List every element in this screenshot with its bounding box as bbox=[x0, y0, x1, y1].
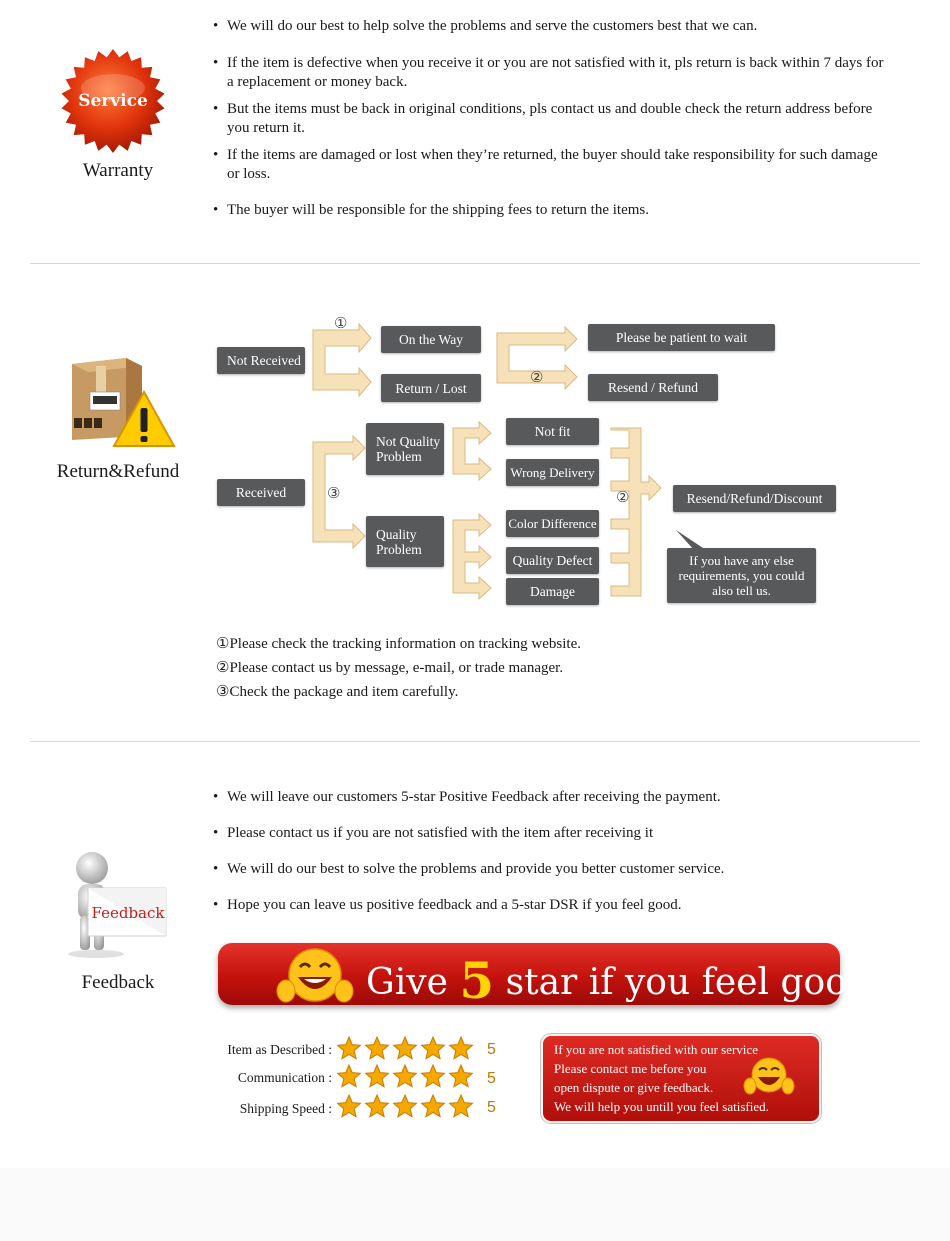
laughing-emoji-icon bbox=[276, 945, 354, 1009]
note-line: ③Check the package and item carefully. bbox=[216, 684, 459, 700]
person-holding-sign-icon bbox=[66, 850, 172, 960]
else-requirements-bubble: If you have any else requirements, you could also tell us. bbox=[667, 548, 816, 603]
step-marker-1: ① bbox=[334, 316, 348, 332]
star-icon bbox=[366, 1037, 389, 1059]
service-badge-text: Service bbox=[78, 91, 148, 111]
star-icon bbox=[338, 1037, 361, 1059]
note-line: ①Please check the tracking information on tracking website. bbox=[216, 636, 581, 652]
on-the-way-box: On the Way bbox=[381, 326, 481, 353]
please-wait-box: Please be patient to wait bbox=[588, 324, 775, 351]
resend-refund-box: Resend / Refund bbox=[588, 374, 718, 401]
banner-text bbox=[366, 947, 885, 1010]
star-icon bbox=[338, 1095, 361, 1117]
rating-label-item: Item as Described : bbox=[227, 1042, 332, 1057]
star-icon bbox=[450, 1065, 473, 1087]
resend-refund-discount-box: Resend/Refund/Discount bbox=[673, 485, 836, 512]
not-received-box: Not Received bbox=[217, 347, 305, 374]
feedback-bullet: • Hope you can leave us positive feedback and a 5-star DSR if you feel good. bbox=[213, 896, 927, 915]
arrow-not-received bbox=[313, 324, 371, 396]
rating-value-shipping: 5 bbox=[487, 1099, 496, 1116]
return-refund-label: Return&Refund bbox=[56, 461, 180, 482]
warranty-bullet: • But the items must be back in original conditions, pls contact us and double check the return address before you return it. bbox=[213, 100, 887, 138]
not-fit-box: Not fit bbox=[506, 418, 599, 445]
not-quality-problem-box: Not Quality Problem bbox=[366, 423, 444, 475]
star-icon bbox=[394, 1037, 417, 1059]
rating-label-shipping: Shipping Speed : bbox=[239, 1101, 332, 1116]
arrow-quality bbox=[453, 514, 491, 599]
quality-problem-box: Quality Problem bbox=[366, 516, 444, 567]
received-box: Received bbox=[217, 479, 305, 506]
rating-value-communication: 5 bbox=[487, 1070, 496, 1087]
star-icon bbox=[422, 1037, 445, 1059]
bracket-converge bbox=[611, 428, 661, 596]
section-divider bbox=[30, 741, 920, 742]
feedback-label: Feedback bbox=[81, 972, 155, 993]
step-marker-2b: ② bbox=[616, 490, 630, 506]
quality-defect-box: Quality Defect bbox=[506, 547, 599, 574]
star-icon bbox=[338, 1065, 361, 1087]
star-icon bbox=[394, 1095, 417, 1117]
notice-line: We will help you untill you feel satisfied. bbox=[554, 1099, 769, 1114]
tracking-notes bbox=[216, 632, 581, 704]
arrow-not-quality bbox=[453, 422, 491, 480]
step-marker-3: ③ bbox=[327, 486, 341, 502]
note-line: ②Please contact us by message, e-mail, or trade manager. bbox=[216, 660, 564, 676]
rating-stars-shipping bbox=[337, 1094, 477, 1125]
star-icon bbox=[366, 1095, 389, 1117]
footer-band bbox=[0, 1168, 950, 1241]
rating-stars-item bbox=[337, 1036, 477, 1067]
warranty-label: Warranty bbox=[82, 160, 154, 181]
return-lost-box: Return / Lost bbox=[381, 374, 481, 402]
star-icon bbox=[450, 1095, 473, 1117]
feedback-sign-text: Feedback bbox=[91, 904, 165, 922]
rating-stars-communication bbox=[337, 1064, 477, 1095]
feedback-bullet: • We will leave our customers 5-star Positive Feedback after receiving the payment. bbox=[213, 788, 927, 807]
notice-line: open dispute or give feedback. bbox=[554, 1080, 714, 1095]
feedback-bullet: • Please contact us if you are not satisfied with the item after receiving it bbox=[213, 824, 927, 843]
star-icon bbox=[422, 1065, 445, 1087]
feedback-figure-illustration bbox=[66, 850, 172, 960]
notice-line: Please contact me before you bbox=[554, 1061, 707, 1076]
feedback-bullet: • We will do our best to solve the problems and provide you better customer service. bbox=[213, 860, 927, 879]
banner-five: 5 bbox=[459, 951, 495, 1010]
banner-give: Give bbox=[366, 962, 448, 1003]
rating-label-communication: Communication : bbox=[237, 1070, 332, 1085]
notice-line: If you are not satisfied with our service bbox=[554, 1042, 758, 1057]
warranty-bullet: • The buyer will be responsible for the shipping fees to return the items. bbox=[213, 201, 887, 220]
give-5-star-banner bbox=[218, 943, 885, 1010]
warranty-bullet: • If the item is defective when you receive it or you are not satisfied with it, pls return is back within 7 days for a replacement or money back. bbox=[213, 54, 887, 92]
color-difference-box: Color Difference bbox=[506, 510, 599, 537]
star-icon bbox=[394, 1065, 417, 1087]
damage-box: Damage bbox=[506, 578, 599, 605]
warranty-bullet: • If the items are damaged or lost when they’re returned, the buyer should take responsibility for such damage or loss. bbox=[213, 146, 887, 184]
warranty-bullet: • We will do our best to help solve the problems and serve the customers best that we can. bbox=[213, 17, 887, 36]
flow-arrows bbox=[0, 0, 950, 620]
smiling-emoji-icon bbox=[743, 1054, 795, 1098]
star-icon bbox=[422, 1095, 445, 1117]
rating-value-item: 5 bbox=[487, 1041, 496, 1058]
step-marker-2: ② bbox=[530, 370, 544, 386]
star-icon bbox=[366, 1065, 389, 1087]
not-satisfied-notice bbox=[541, 1034, 821, 1123]
banner-rest: star if you feel good! bbox=[505, 962, 885, 1003]
star-icon bbox=[450, 1037, 473, 1059]
wrong-delivery-box: Wrong Delivery bbox=[506, 459, 599, 486]
